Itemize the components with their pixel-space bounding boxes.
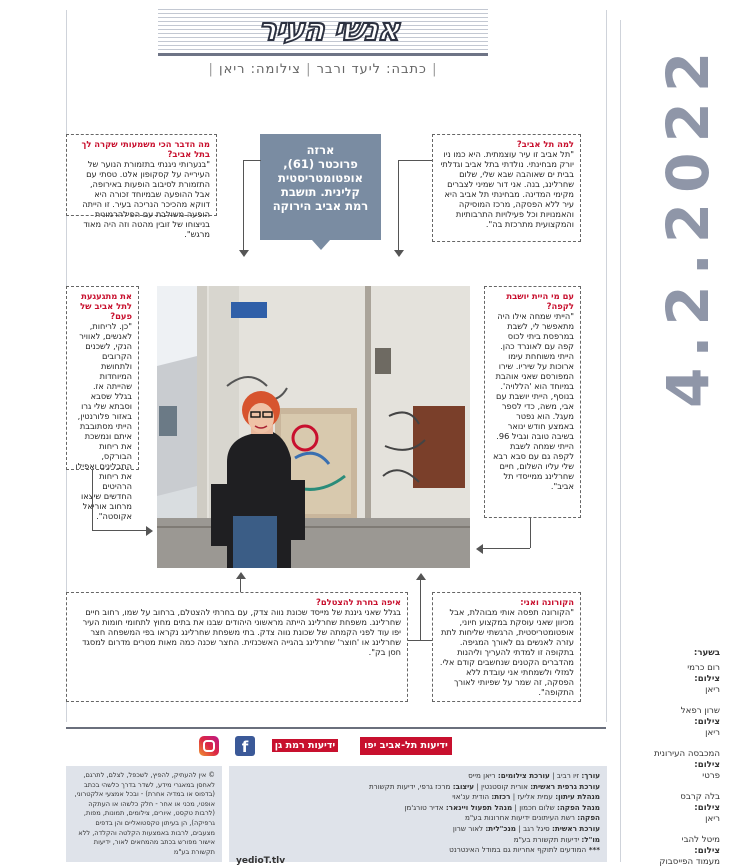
connector-line [408,640,432,641]
issue-date-svg [650,12,720,412]
staff-role: מו"ל: [581,834,600,844]
credit-label: צילום: [694,846,720,856]
staff-value: ריאן מייס [468,771,498,780]
issue-date-text: 4.2.2022 [654,41,720,408]
credit-by: ריאן [705,685,720,695]
box-question: הקורונה ואני: [520,597,574,607]
cover-credits-heading: בשער: [693,648,720,658]
box-answer: "בנערותי ניגנתי בתזמורת הנוער של העירייה על קסקופון אלט. טסתי עם התזמורת לסיבוב הופעות באירופה, אבל ההופעה שבמיוחד זכורה היא דווקא מהכיכר הנריכה בעיר. זו הייתה הופעה משולבת עם הפילהרמונית בניצוחו של זובין מהטה וזה היה מאוד מרגש". [82,159,210,239]
box-question: מה הדבר הכי משמעותי שקרה לך בתל אביב? [81,139,210,159]
byline-sep: | [208,62,214,77]
staff-value: מרכז גרפי, ידיעות תקשורת [368,781,453,791]
box-question: למה תל אביב? [516,139,574,149]
credit-label: צילום: [694,803,720,813]
staff-role: *** [586,845,600,855]
byline-sep: | [306,62,312,77]
connector-line [92,530,146,531]
staff-role: מנהלת עיתון: [555,792,600,802]
connector-arrowhead [239,250,249,257]
box-question: איפה בחרת להצטלם? [315,597,401,607]
ramatgan-logo-text: ידיעות רמת גן [272,739,338,752]
staff-value: הודית ענ'אוי [452,792,492,802]
byline [160,62,486,77]
card-line: אופטומטריסטית [278,171,363,185]
box-corona [432,592,581,702]
staff-role: רכזת: [491,792,511,802]
staff-role: מנהל תפעול ויינאר: [445,802,513,812]
copyright-box [66,766,222,862]
byline-writer: כתבה: ליעד ורבר [316,62,427,77]
staff-value: שלום חכמון | [512,802,557,812]
card-line: ארזה [306,143,335,157]
connector-arrowhead [476,544,483,554]
staff-line [236,845,600,856]
connector-line [530,518,531,548]
staff-line [236,813,600,824]
staff-line [236,803,600,814]
facebook-icon[interactable]: f [235,736,255,756]
staff-value: המודעים לתוקף אחריות גם במודל האינטרנט [449,845,587,855]
staff-role: עורך: [581,771,600,780]
credit-by: ריאן [705,728,720,738]
footer-rule [66,727,606,729]
staff-line [236,835,600,846]
connector-arrowhead [416,573,426,580]
far-right-rule [620,20,621,862]
credit-by: מעמוד הפייסבוק [659,857,720,867]
staff-role: מנכ"לית: [485,823,516,833]
staff-role: עורכת ראשית: [552,823,600,833]
credit-name: המכבסה העירונית [653,749,720,759]
byline-photo: צילומה: ריאן [219,62,301,77]
credit-name: בלה קרבס [680,792,720,802]
portrait-photo [157,286,470,568]
site-url[interactable]: yedioT.tlv [236,855,286,866]
connector-line [420,580,421,640]
box-answer: "הייתי שמחה אילו היה מתאפשר לי, לשבת במרפסת ביתי לכוס קפה עם לאונרד כהן. הייתי משוחחת עימו ארוכות על שיריו. שירו המפורסם שאני אוהבת במיוחד הוא 'הללויה'. בנוסף, הייתי יושבת עם אבי, משה, כדי לספר מעגל. הוא נפטר באמצע חודש ינואר בשיבה טובה וגביל 96. הייתי שמחה לשבת לקפה גם עם סבא רבא שלי עליו השלום, חיים שחרלינג ממייסדי תל אביב". [492,311,574,491]
connector-arrowhead [146,526,153,536]
credit-name: מיטל להבי [681,835,720,845]
masthead-bar [158,53,488,56]
staff-role: עורכת צילומים: [497,771,550,780]
staff-role: עורכת גרפית ראשית: [530,781,600,791]
credit-by: פרטי [702,771,720,781]
box-answer: "הקורונה תפסה אותי מבוהלת, אבל מכיוון שאני עוסקת במקצוע חיוני, אופטומטריסטית, הרגשתי שליחות לתת עזרה לאנשים גם לאורך המגיפה. בתקופה זו למדתי להעריך וליהנות מהדברים הקטנים שנחשבים קודם אלי. למזלי ולשמחתי אני עובדת ללא הפסקה, זה שמר על שפיותי לאורך התקופה". [439,607,574,697]
staff-line [236,824,600,835]
cover-credits [650,648,720,867]
staff-role: מנהל הפקה: [556,802,600,812]
connector-line [243,160,261,161]
box-question: את מתגעגעת לתל אביב של פעם? [80,291,132,321]
card-line: רמת אביב הירוקה [272,199,369,213]
box-question: עם מי היית יושבת לקפה? [506,291,574,311]
staff-value: זיו רביב | [549,771,582,780]
box-coffee [484,286,581,518]
box-answer: בגלל שאני גיננת של מייסד שכונת נווה צדק, עם בחרתי להצטלם, ברחוב על שמו, רחוב חיים שחרלינג. משפחת שחרלינג הייתה מראשוני היהודים שבנו את בתים מחוץ לתחומי חומות העיר יפו עוד לפני הקמתה של שכונת נווה צדק. בתי משפחת שחרלינג נקראו בפי המשפחה חצר שחרלינג או 'חוצר' שחרלינג בהגייה האשכנזית. החצר שכנה כמה מאות מטרים מדרום למסגד חסן בק". [82,607,401,657]
connector-arrowhead [394,250,404,257]
staff-line [236,782,600,793]
staff-value: לאור שרון [452,823,486,833]
subject-card [260,134,381,240]
staff-line [236,771,600,782]
connector-line [398,160,432,161]
byline-sep: | [432,62,438,77]
box-why-tlv [432,134,581,242]
credit-item [650,835,720,867]
credit-name: רום כרמי [687,663,720,673]
credit-by: ריאן [705,814,720,824]
staff-line [236,792,600,803]
connector-line [243,160,244,250]
staff-value: עמית אליעז | [510,792,556,802]
credit-item [650,706,720,739]
box-photo-location [66,592,408,702]
instagram-icon[interactable] [199,736,219,756]
staff-value: אדיר טורג'מן [404,802,446,812]
issue-date [650,12,720,412]
copyright-text: © אין להעתיק, להפיץ, לשכפל, לצלם, לתרגם, לאחסן במאגרי מידע, לשדר בדרך כלשהי בכתב (בדפוס או במדיה אחרת) - ובכל אמצעי אלקטרוני, אופטי, מכני או אחר - חלק כלשהו או העתקה (לרבות טקסט, איורים, צילומים, תמונות, מפות, גרפיקה), הן בעיתון טקסטואליים והן בדפים מצעבים, לרבות באמצעות הקלטה והקלדה, ללא אישור מפורש בכתב מהמחאים לאור, ידיעות תקשורת בע"מ [74,771,215,856]
ramatgan-logo [263,737,347,755]
connector-line [92,470,93,530]
card-line: קלינית. תושבת [280,185,361,199]
telaviv-logo [360,737,452,755]
staff-value: ידיעות תקשורת בע"מ [513,834,582,844]
credit-label: צילום: [694,760,720,770]
frame-right-rule [606,10,607,722]
connector-arrowhead [236,572,246,579]
staff-role: הפקה: [577,813,600,823]
credit-label: צילום: [694,674,720,684]
staff-value: רשת העיתונים ידיעות אחרונות בע"מ [464,813,578,823]
box-nostalgia [66,286,139,521]
credit-label: צילום: [694,717,720,727]
box-best-moment [66,134,217,239]
staff-value: סיגל רגב | [515,823,553,833]
connector-line [240,578,241,592]
box-answer: "כן. לריחות, לאנשים, לאוויר הנקי, לשכנים הקרובים ולתחושת המיוחדות שהייתה אז. בגלל שסבא וסבתא שלי גרו באזור פלורנטין, הייתי מסתובבת איתם ונמשכת את ריחות הבורקס, התבלינים ואפילו את ריחות הרהיטים החדשים שיצאו מרחוב אוריאל אקוסטה". [75,321,132,521]
credit-item [650,663,720,696]
box-answer: "תל אביב זו עיר עוצמתית. היא כמו ניו יורק מבחינתי. נולדתי בתל אביב וגדלתי בבית ים שאוהבה שבא שלי, שלום שחרלינג, בנה. אני דור שמיני לצברים מקימי המדינה. מבחינתי תל אביב היא עיר ללא הפסקה, מרכז המוסיקה והאמנויות וכל פעילויות התרבותיות והמקצועית מתרכזת בה". [440,149,574,229]
credit-name: שרון רפאל [680,706,720,716]
card-line: פרוכטר (61), [283,157,358,171]
portrait-photo-svg [157,286,470,568]
connector-line [482,548,530,549]
credit-item [650,749,720,782]
telaviv-logo-text: ידיעות תל-אביב יפו [364,740,448,751]
masthead-logo: אנשי העיר [255,12,406,48]
connector-line [398,160,399,250]
staff-lines [236,771,600,856]
card-arrow [312,240,330,250]
staff-role: עיצוב: [452,781,475,791]
staff-box [229,766,607,866]
credit-item [650,792,720,825]
masthead [158,6,488,56]
staff-value: אורית קוסטנטין | [474,781,531,791]
